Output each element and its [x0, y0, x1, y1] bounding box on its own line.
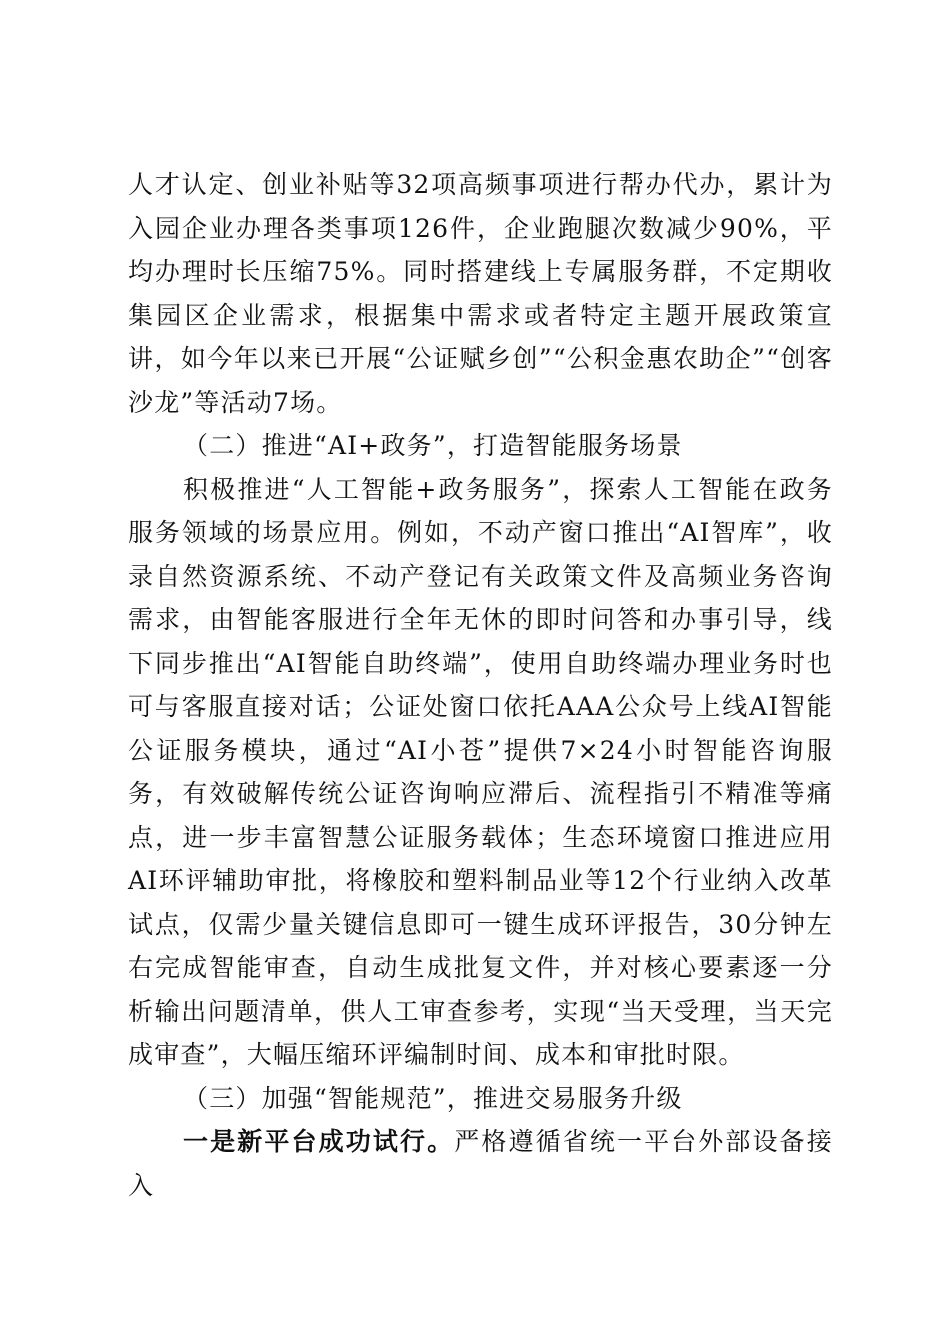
- paragraph-lead-text: 一是新平台成功试行。: [183, 1127, 455, 1156]
- section-heading-2: （二）推进“AI+政务”，打造智能服务场景: [183, 431, 683, 460]
- paragraph-ai-government: 积极推进“人工智能+政务服务”，探索人工智能在政务服务领域的场景应用。例如，不动产窗口推出“AI智库”，收录自然资源系统、不动产登记有关政策文件及高频业务咨询需求，由智能客服进行全年无休的即时问答和办事引导，线下同步推出“AI智能自助终端”，使用自助终端办理业务时也可与客服直接对话；公证处窗口依托AAA公众号上线AI智能公证服务模块，通过“AI小苍”提供7×24小时智能咨询服务，有效破解传统公证咨询响应滞后、流程指引不精准等痛点，进一步丰富智慧公证服务载体；生态环境窗口推进应用AI环评辅助审批，将橡胶和塑料制品业等12个行业纳入改革试点，仅需少量关键信息即可一键生成环评报告，30分钟左右完成智能审查，自动生成批复文件，并对核心要素逐一分析输出问题清单，供人工审查参考，实现“当天受理，当天完成审查”，大幅压缩环评编制时间、成本和审批时限。: [128, 474, 833, 1069]
- section-heading-3: （三）加强“智能规范”，推进交易服务升级: [183, 1083, 683, 1113]
- paragraph-body-text: 严格遵循省统一平台外部设备接入: [128, 1127, 833, 1200]
- document-body: [128, 163, 833, 1207]
- paragraph-new-platform: [128, 1120, 833, 1207]
- paragraph-continuation: 人才认定、创业补贴等32项高频事项进行帮办代办，累计为入园企业办理各类事项126件，企业跑腿次数减少90%，平均办理时长压缩75%。同时搭建线上专属服务群，不定期收集园区企业需求，根据集中需求或者特定主题开展政策宣讲，如今年以来已开展“公证赋乡创”“公积金惠农助企”“创客沙龙”等活动7场。: [128, 170, 833, 417]
